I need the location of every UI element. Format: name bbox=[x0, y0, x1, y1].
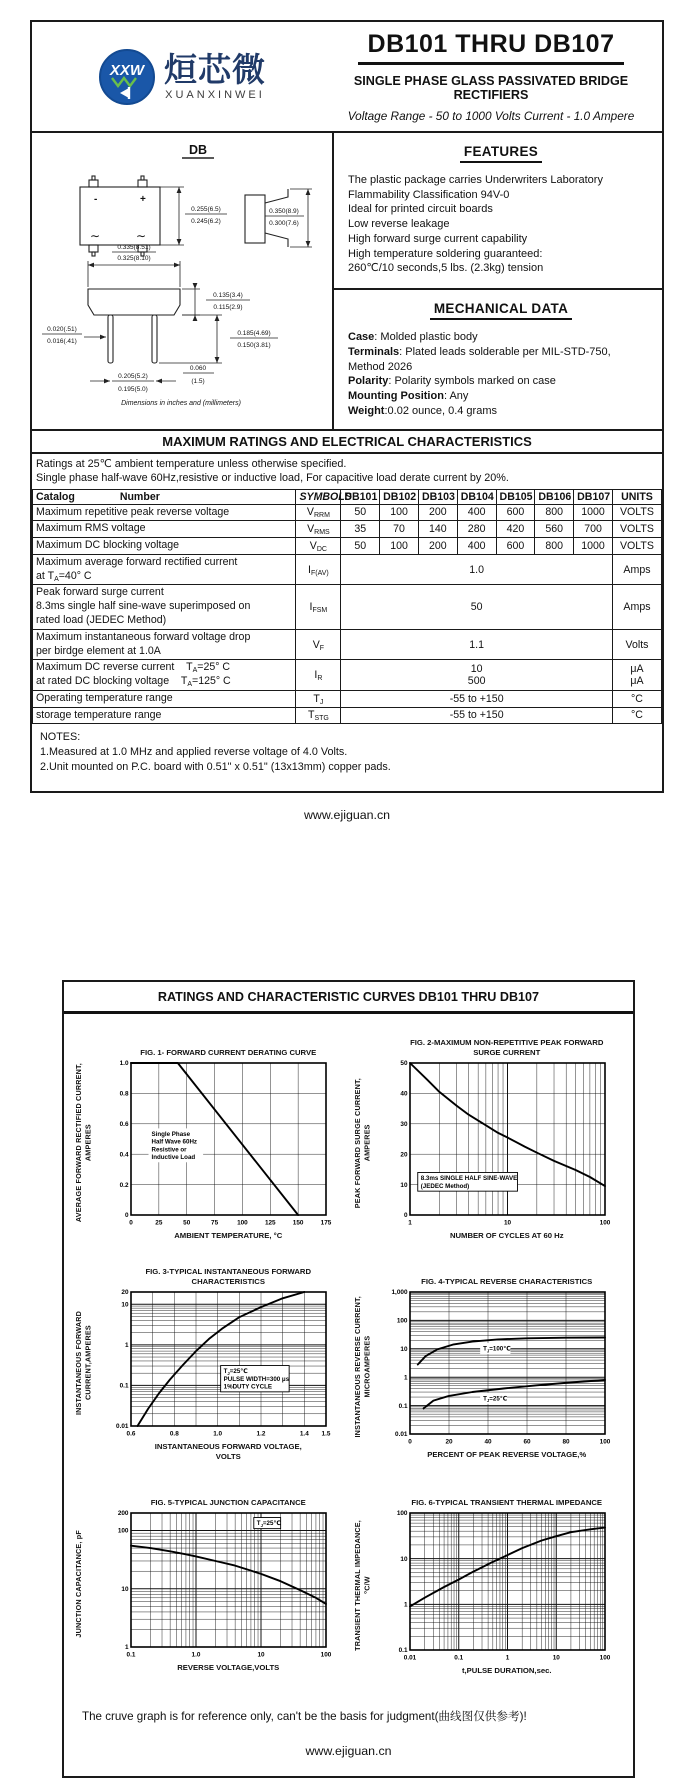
svg-text:0.1: 0.1 bbox=[119, 1382, 129, 1390]
catalog-number-header: Catalog Number bbox=[33, 489, 296, 504]
svg-text:80: 80 bbox=[561, 1438, 570, 1446]
website-link: www.ejiguan.cn bbox=[303, 808, 391, 822]
dim-text: 0.016(.41) bbox=[47, 338, 77, 345]
note-line: NOTES: bbox=[40, 731, 81, 744]
mechanical-list bbox=[348, 330, 654, 418]
dim-text: 0.350(8.9) bbox=[269, 208, 299, 215]
svg-text:Half Wave 60Hz: Half Wave 60Hz bbox=[151, 1138, 198, 1146]
part-header: DB106 bbox=[535, 489, 574, 504]
note-line: 2.Unit mounted on P.C. board with 0.51" x 0.51" (13x13mm) copper pads. bbox=[40, 761, 391, 774]
svg-text:1.2: 1.2 bbox=[256, 1430, 266, 1438]
svg-text:1: 1 bbox=[124, 1342, 129, 1350]
condition-line-2: Single phase half-wave 60Hz,resistive or inductive load, For capacitive load derate current by 20%. bbox=[36, 471, 509, 484]
voltage-current-range: Voltage Range - 50 to 1000 Volts Current - 1.0 Ampere bbox=[347, 109, 635, 123]
ratings-band-title: MAXIMUM RATINGS AND ELECTRICAL CHARACTERISTICS bbox=[32, 429, 662, 454]
table-row: storage temperature range $T_{STG}$ -55 to +150 °C bbox=[33, 707, 662, 724]
svg-text:10: 10 bbox=[121, 1301, 129, 1309]
logo-monogram: XXW bbox=[109, 61, 145, 79]
mechanical-data-section bbox=[334, 290, 662, 428]
features-section bbox=[334, 133, 662, 290]
polarity-plus: + bbox=[140, 194, 146, 205]
feature-line: 260℃/10 seconds,5 lbs. (2.3kg) tension bbox=[348, 262, 544, 275]
svg-text:0.01: 0.01 bbox=[116, 1423, 129, 1431]
svg-text:10: 10 bbox=[121, 1585, 129, 1593]
brand-names bbox=[164, 50, 266, 101]
table-row: Maximum RMS voltage $V_{RMS}$ 35 70 140 280 420 560 700 VOLTS bbox=[33, 521, 662, 538]
figure-y-axis-label: JUNCTION CAPACITANCE, pF bbox=[74, 1530, 83, 1638]
figure-title: FIG. 3-TYPICAL INSTANTANEOUS FORWARD CHARACTERISTICS bbox=[145, 1267, 312, 1286]
figure-y-axis-label: PEAK FORWARD SURGE CURRENT, AMPERES bbox=[352, 1077, 372, 1209]
brand-latin: XUANXINWEI bbox=[165, 88, 265, 101]
svg-text:50: 50 bbox=[399, 1060, 407, 1068]
feature-line: Flammability Classification 94V-0 bbox=[348, 188, 510, 201]
table-row: Operating temperature range $T_J$ -55 to +150 °C bbox=[33, 690, 662, 707]
svg-text:10: 10 bbox=[399, 1346, 407, 1353]
feature-line: High temperature soldering guaranteed: bbox=[348, 247, 543, 260]
svg-text:175: 175 bbox=[320, 1219, 332, 1227]
dim-text: 0.135(3.4) bbox=[213, 292, 243, 299]
dim-text: 0.255(6.5) bbox=[191, 206, 221, 213]
brand-chinese: 烜芯微 bbox=[164, 50, 266, 88]
svg-text:10: 10 bbox=[552, 1654, 560, 1662]
mechanical-line: Mounting Position: Any bbox=[348, 390, 469, 403]
svg-text:10: 10 bbox=[399, 1555, 407, 1563]
features-mechanical-column bbox=[334, 133, 662, 429]
figure-y-axis-label: INSTANTANEOUS REVERSE CURRENT, MICROAMPERES bbox=[352, 1296, 372, 1438]
curves-page-title: RATINGS AND CHARACTERISTIC CURVES DB101 THRU DB107 bbox=[64, 982, 633, 1014]
svg-text:1,000: 1,000 bbox=[391, 1289, 407, 1297]
package-drawing bbox=[32, 137, 330, 411]
svg-text:0.6: 0.6 bbox=[119, 1121, 129, 1128]
svg-text:0.4: 0.4 bbox=[119, 1151, 129, 1159]
figure-title: FIG. 4-TYPICAL REVERSE CHARACTERISTICS bbox=[421, 1277, 593, 1286]
units-header: UNITS bbox=[612, 489, 661, 504]
svg-text:25: 25 bbox=[155, 1219, 163, 1227]
figure-3 bbox=[74, 1267, 349, 1462]
figures-grid bbox=[64, 1014, 633, 1682]
svg-text:TJ=100℃: $T_J=100℃$ bbox=[482, 1345, 511, 1354]
side-view bbox=[245, 189, 288, 247]
figure-x-axis-label: INSTANTANEOUS FORWARD VOLTAGE, VOLTS bbox=[154, 1442, 302, 1461]
mechanical-line: Method 2026 bbox=[348, 360, 413, 373]
svg-text:0: 0 bbox=[129, 1219, 133, 1227]
dim-text: 0.195(5.0) bbox=[118, 386, 148, 393]
figure-title: FIG. 2-MAXIMUM NON-REPETITIVE PEAK FORWARD SURGE CURRENT bbox=[410, 1038, 604, 1057]
ac-mark: ∼ bbox=[136, 229, 147, 243]
svg-text:100: 100 bbox=[320, 1651, 332, 1659]
condition-line-1: Ratings at 25℃ ambient temperature unless otherwise specified. bbox=[36, 457, 347, 470]
website-link: www.ejiguan.cn bbox=[305, 1744, 392, 1758]
svg-text:40: 40 bbox=[399, 1090, 407, 1098]
mechanical-line: Terminals: Plated leads solderable per MIL-STD-750, bbox=[348, 345, 611, 358]
figure-x-axis-label: REVERSE VOLTAGE,VOLTS bbox=[177, 1663, 280, 1672]
mechanical-heading: MECHANICAL DATA bbox=[430, 301, 572, 320]
svg-text:Inductive Load: Inductive Load bbox=[151, 1153, 196, 1161]
svg-text:TJ=25℃: $T_J=25℃$ bbox=[482, 1395, 507, 1404]
dim-text: 0.115(2.9) bbox=[213, 304, 243, 311]
svg-text:1: 1 bbox=[403, 1601, 407, 1609]
part-header: DB105 bbox=[496, 489, 535, 504]
svg-text:100: 100 bbox=[117, 1527, 129, 1535]
ac-mark: ∼ bbox=[90, 229, 101, 243]
ratings-table bbox=[32, 489, 662, 725]
dim-text: 0.205(5.2) bbox=[118, 373, 148, 380]
table-row: Maximum DC reverse current $T_A=25^\circ$ C at rated DC blocking voltage $T_A=125^\circ$ C $I_R$ 10 500 μA μA bbox=[33, 660, 662, 691]
svg-text:0.1: 0.1 bbox=[453, 1654, 463, 1662]
svg-text:Single Phase: Single Phase bbox=[151, 1131, 191, 1139]
figure-4 bbox=[353, 1267, 628, 1462]
middle-section bbox=[32, 133, 662, 429]
dim-text: 0.150(3.81) bbox=[237, 342, 271, 349]
dim-text: 0.300(7.6) bbox=[269, 220, 299, 227]
feature-line: High forward surge current capability bbox=[348, 232, 528, 245]
svg-text:75: 75 bbox=[211, 1219, 219, 1227]
figure-plot bbox=[104, 1058, 332, 1228]
svg-text:100: 100 bbox=[599, 1654, 610, 1662]
header-titles bbox=[326, 30, 656, 123]
ratings-conditions bbox=[32, 454, 662, 489]
svg-text:125: 125 bbox=[264, 1219, 276, 1227]
brand-logo bbox=[38, 48, 326, 106]
figure-title: FIG. 5-TYPICAL JUNCTION CAPACITANCE bbox=[150, 1498, 306, 1507]
figure-6 bbox=[353, 1488, 628, 1676]
svg-text:0.01: 0.01 bbox=[394, 1431, 407, 1439]
svg-text:TJ=25℃: $T_J=25℃$ bbox=[223, 1368, 248, 1376]
svg-text:100: 100 bbox=[237, 1219, 248, 1227]
dim-text: 0.335(8.51) bbox=[117, 244, 151, 251]
svg-text:0.01: 0.01 bbox=[403, 1654, 416, 1662]
feature-line: The plastic package carries Underwriters Laboratory bbox=[348, 174, 603, 186]
svg-text:PULSE WIDTH=300 μs: PULSE WIDTH=300 μs bbox=[223, 1375, 290, 1383]
figure-title: FIG. 1- FORWARD CURRENT DERATING CURVE bbox=[140, 1048, 317, 1057]
dim-text: 0.020(.51) bbox=[47, 326, 77, 333]
svg-text:TJ=25℃: $T_J=25℃$ bbox=[256, 1520, 281, 1528]
figure-5 bbox=[74, 1488, 349, 1676]
figure-y-axis-label: AVERAGE FORWARD RECTIFIED CURRENT, AMPERES bbox=[74, 1063, 93, 1223]
svg-text:1.5: 1.5 bbox=[321, 1430, 331, 1438]
table-row: Maximum DC blocking voltage $V_{DC}$ 50 100 200 400 600 800 1000 VOLTS bbox=[33, 538, 662, 555]
svg-text:1.0: 1.0 bbox=[213, 1430, 223, 1438]
figure-plot bbox=[383, 1287, 611, 1447]
svg-text:1.0: 1.0 bbox=[119, 1060, 129, 1068]
package-drawing-cell bbox=[32, 133, 334, 429]
profile-view bbox=[88, 289, 180, 363]
svg-text:40: 40 bbox=[483, 1438, 492, 1446]
dim-text: (1.5) bbox=[191, 378, 205, 385]
figure-x-axis-label: t,PULSE DURATION,sec. bbox=[461, 1666, 552, 1675]
svg-text:100: 100 bbox=[396, 1510, 407, 1518]
part-header: DB102 bbox=[380, 489, 419, 504]
svg-text:10: 10 bbox=[257, 1651, 265, 1659]
svg-text:60: 60 bbox=[522, 1438, 531, 1446]
part-header: DB107 bbox=[574, 489, 613, 504]
svg-text:100: 100 bbox=[599, 1219, 610, 1227]
part-header: DB101 bbox=[341, 489, 380, 504]
svg-text:1: 1 bbox=[124, 1644, 129, 1652]
table-header-row bbox=[33, 489, 662, 504]
feature-line: Ideal for printed circuit boards bbox=[348, 203, 493, 216]
svg-text:1.0: 1.0 bbox=[191, 1651, 201, 1659]
svg-text:0: 0 bbox=[407, 1438, 412, 1446]
svg-text:8.3ms SINGLE HALF SINE-WAVE: 8.3ms SINGLE HALF SINE-WAVE bbox=[420, 1175, 517, 1183]
datasheet-page-2 bbox=[62, 980, 635, 1778]
svg-text:10: 10 bbox=[399, 1181, 407, 1189]
svg-text:0.1: 0.1 bbox=[126, 1651, 136, 1659]
svg-text:10: 10 bbox=[503, 1219, 511, 1227]
mechanical-line: Polarity: Polarity symbols marked on case bbox=[348, 375, 556, 388]
svg-text:0.2: 0.2 bbox=[119, 1181, 129, 1189]
dim-text: 0.325(8.10) bbox=[117, 255, 151, 262]
notes-section bbox=[32, 724, 662, 791]
note-line: 1.Measured at 1.0 MHz and applied reverse voltage of 4.0 Volts. bbox=[40, 746, 348, 759]
figure-plot bbox=[383, 1508, 611, 1663]
svg-text:0: 0 bbox=[403, 1212, 407, 1220]
svg-text:200: 200 bbox=[117, 1510, 129, 1518]
features-list bbox=[348, 173, 654, 276]
svg-text:1: 1 bbox=[505, 1654, 509, 1662]
symbols-header: SYMBOLS bbox=[296, 489, 341, 504]
svg-text:0.1: 0.1 bbox=[398, 1647, 407, 1655]
mechanical-line: Weight:0.02 ounce, 0.4 grams bbox=[348, 404, 497, 417]
svg-text:0.8: 0.8 bbox=[119, 1090, 129, 1098]
svg-text:0.1: 0.1 bbox=[398, 1402, 407, 1410]
svg-text:1%DUTY CYCLE: 1%DUTY CYCLE bbox=[223, 1383, 273, 1391]
datasheet-page-1 bbox=[30, 20, 664, 793]
table-row: Maximum instantaneous forward voltage drop per birdge element at 1.0A $V_F$ 1.1 Volts bbox=[33, 629, 662, 660]
svg-text:1.4: 1.4 bbox=[299, 1430, 309, 1438]
figure-x-axis-label: NUMBER OF CYCLES AT 60 Hz bbox=[449, 1231, 564, 1240]
dim-text: 0.185(4.69) bbox=[237, 330, 271, 337]
table-row: Maximum repetitive peak reverse voltage $V_{RRM}$ 50 100 200 400 600 800 1000 VOLTS bbox=[33, 504, 662, 521]
part-header: DB103 bbox=[418, 489, 457, 504]
reference-only-note: The cruve graph is for reference only, can't be the basis for judgment(曲线图仅供参考)! bbox=[82, 1710, 527, 1723]
figure-title: FIG. 6-TYPICAL TRANSIENT THERMAL IMPEDANCE bbox=[411, 1498, 603, 1507]
figure-plot bbox=[104, 1287, 332, 1439]
figure-y-axis-label: TRANSIENT THERMAL IMPEDANCE, °C/W bbox=[352, 1520, 372, 1651]
svg-text:(JEDEC Method): (JEDEC Method) bbox=[420, 1182, 469, 1190]
figure-plot bbox=[383, 1058, 611, 1228]
svg-text:20: 20 bbox=[444, 1438, 453, 1446]
dim-text: 0.245(6.2) bbox=[191, 218, 221, 225]
feature-line: Low reverse leakage bbox=[348, 218, 450, 231]
svg-text:30: 30 bbox=[399, 1121, 407, 1128]
svg-text:20: 20 bbox=[399, 1151, 407, 1159]
mechanical-line: Case: Molded plastic body bbox=[348, 331, 478, 344]
dim-text: 0.060 bbox=[189, 365, 207, 372]
svg-text:0: 0 bbox=[124, 1212, 129, 1220]
figure-y-axis-label: INSTANTANEOUS FORWARD CURRENT,AMPERES bbox=[74, 1310, 93, 1416]
svg-text:1: 1 bbox=[403, 1374, 407, 1382]
figure-2 bbox=[353, 1038, 628, 1241]
svg-text:1: 1 bbox=[407, 1219, 412, 1227]
table-row: Maximum average forward rectified current at $T_A=40^\circ$ C $I_{F(AV)}$ 1.0 Amps bbox=[33, 554, 662, 585]
polarity-minus: - bbox=[94, 194, 98, 205]
features-heading: FEATURES bbox=[460, 144, 542, 163]
figure-1 bbox=[74, 1038, 349, 1241]
svg-text:50: 50 bbox=[183, 1219, 191, 1227]
package-name: DB bbox=[188, 143, 208, 157]
page-subtitle: SINGLE PHASE GLASS PASSIVATED BRIDGE RECTIFIERS bbox=[353, 74, 629, 102]
svg-text:100: 100 bbox=[599, 1438, 610, 1446]
svg-text:Resistive or: Resistive or bbox=[151, 1146, 187, 1154]
svg-text:0.6: 0.6 bbox=[126, 1430, 136, 1438]
svg-text:100: 100 bbox=[396, 1317, 407, 1325]
page-title: DB101 THRU DB107 bbox=[358, 30, 625, 65]
svg-text:150: 150 bbox=[292, 1219, 304, 1227]
svg-text:20: 20 bbox=[121, 1289, 129, 1297]
figure-x-axis-label: PERCENT OF PEAK REVERSE VOLTAGE,% bbox=[427, 1450, 587, 1459]
svg-text:0.8: 0.8 bbox=[169, 1430, 179, 1438]
logo-icon bbox=[98, 48, 156, 106]
drawing-caption: Dimensions in inches and (millimeters) bbox=[121, 400, 241, 407]
figure-x-axis-label: AMBIENT TEMPERATURE, °C bbox=[174, 1231, 283, 1240]
header bbox=[32, 22, 662, 133]
table-row: Peak forward surge current 8.3ms single half sine-wave superimposed on rated load (JEDEC Method) $I_{FSM}$ 50 Amps bbox=[33, 585, 662, 629]
figure-plot bbox=[104, 1508, 332, 1660]
part-header: DB104 bbox=[457, 489, 496, 504]
